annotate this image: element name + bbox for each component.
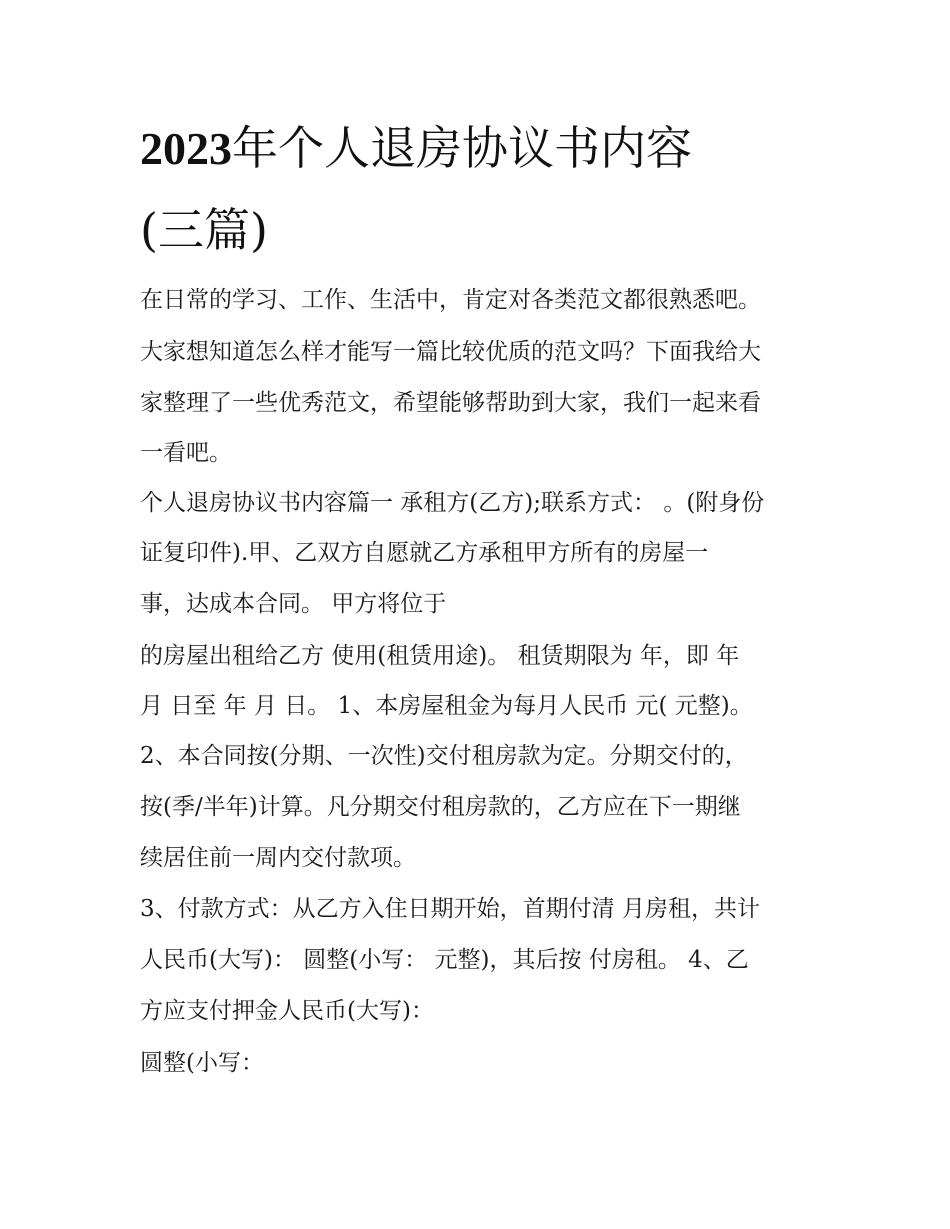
body-line: 一看吧。 xyxy=(140,440,232,466)
body-line: 证复印件).甲、乙双方自愿就乙方承租甲方所有的房屋一 xyxy=(140,540,709,566)
body-line: 个人退房协议书内容篇一 承租方(乙方);联系方式： 。(附身份 xyxy=(140,490,765,516)
body-line: 的房屋出租给乙方 使用(租赁用途)。 租赁期限为 年，即 年 xyxy=(140,643,740,669)
body-line: 方应支付押金人民币(大写)： xyxy=(140,998,434,1024)
body-line: 3、付款方式：从乙方入住日期开始，首期付清 月房租，共计 xyxy=(140,896,760,922)
body-line: 在日常的学习、工作、生活中，肯定对各类范文都很熟悉吧。 xyxy=(140,287,761,313)
body-line: 2、本合同按(分期、一次性)交付租房款为定。分期交付的， xyxy=(140,743,748,769)
title-text: 年个人退房协议书内容 xyxy=(232,121,692,175)
body-line: 事，达成本合同。 甲方将位于 xyxy=(140,591,447,617)
body-line: 人民币(大写)： 圆整(小写： 元整)，其后按 付房租。 4、乙 xyxy=(140,947,749,973)
body-line: 圆整(小写： xyxy=(140,1050,264,1076)
body-line: 大家想知道怎么样才能写一篇比较优质的范文吗？下面我给大 xyxy=(140,339,761,365)
title-year: 2023 xyxy=(140,123,232,174)
body-line: 家整理了一些优秀范文，希望能够帮助到大家，我们一起来看 xyxy=(140,390,761,416)
document-title-line-1 xyxy=(140,120,692,177)
document-title-line-2: (三篇) xyxy=(140,203,268,257)
body-line: 月 日至 年 月 日。 1、本房屋租金为每月人民币 元( 元整)。 xyxy=(140,693,753,719)
body-line: 按(季/半年)计算。凡分期交付租房款的，乙方应在下一期继 xyxy=(140,794,741,820)
body-line: 续居住前一周内交付款项。 xyxy=(140,845,416,871)
